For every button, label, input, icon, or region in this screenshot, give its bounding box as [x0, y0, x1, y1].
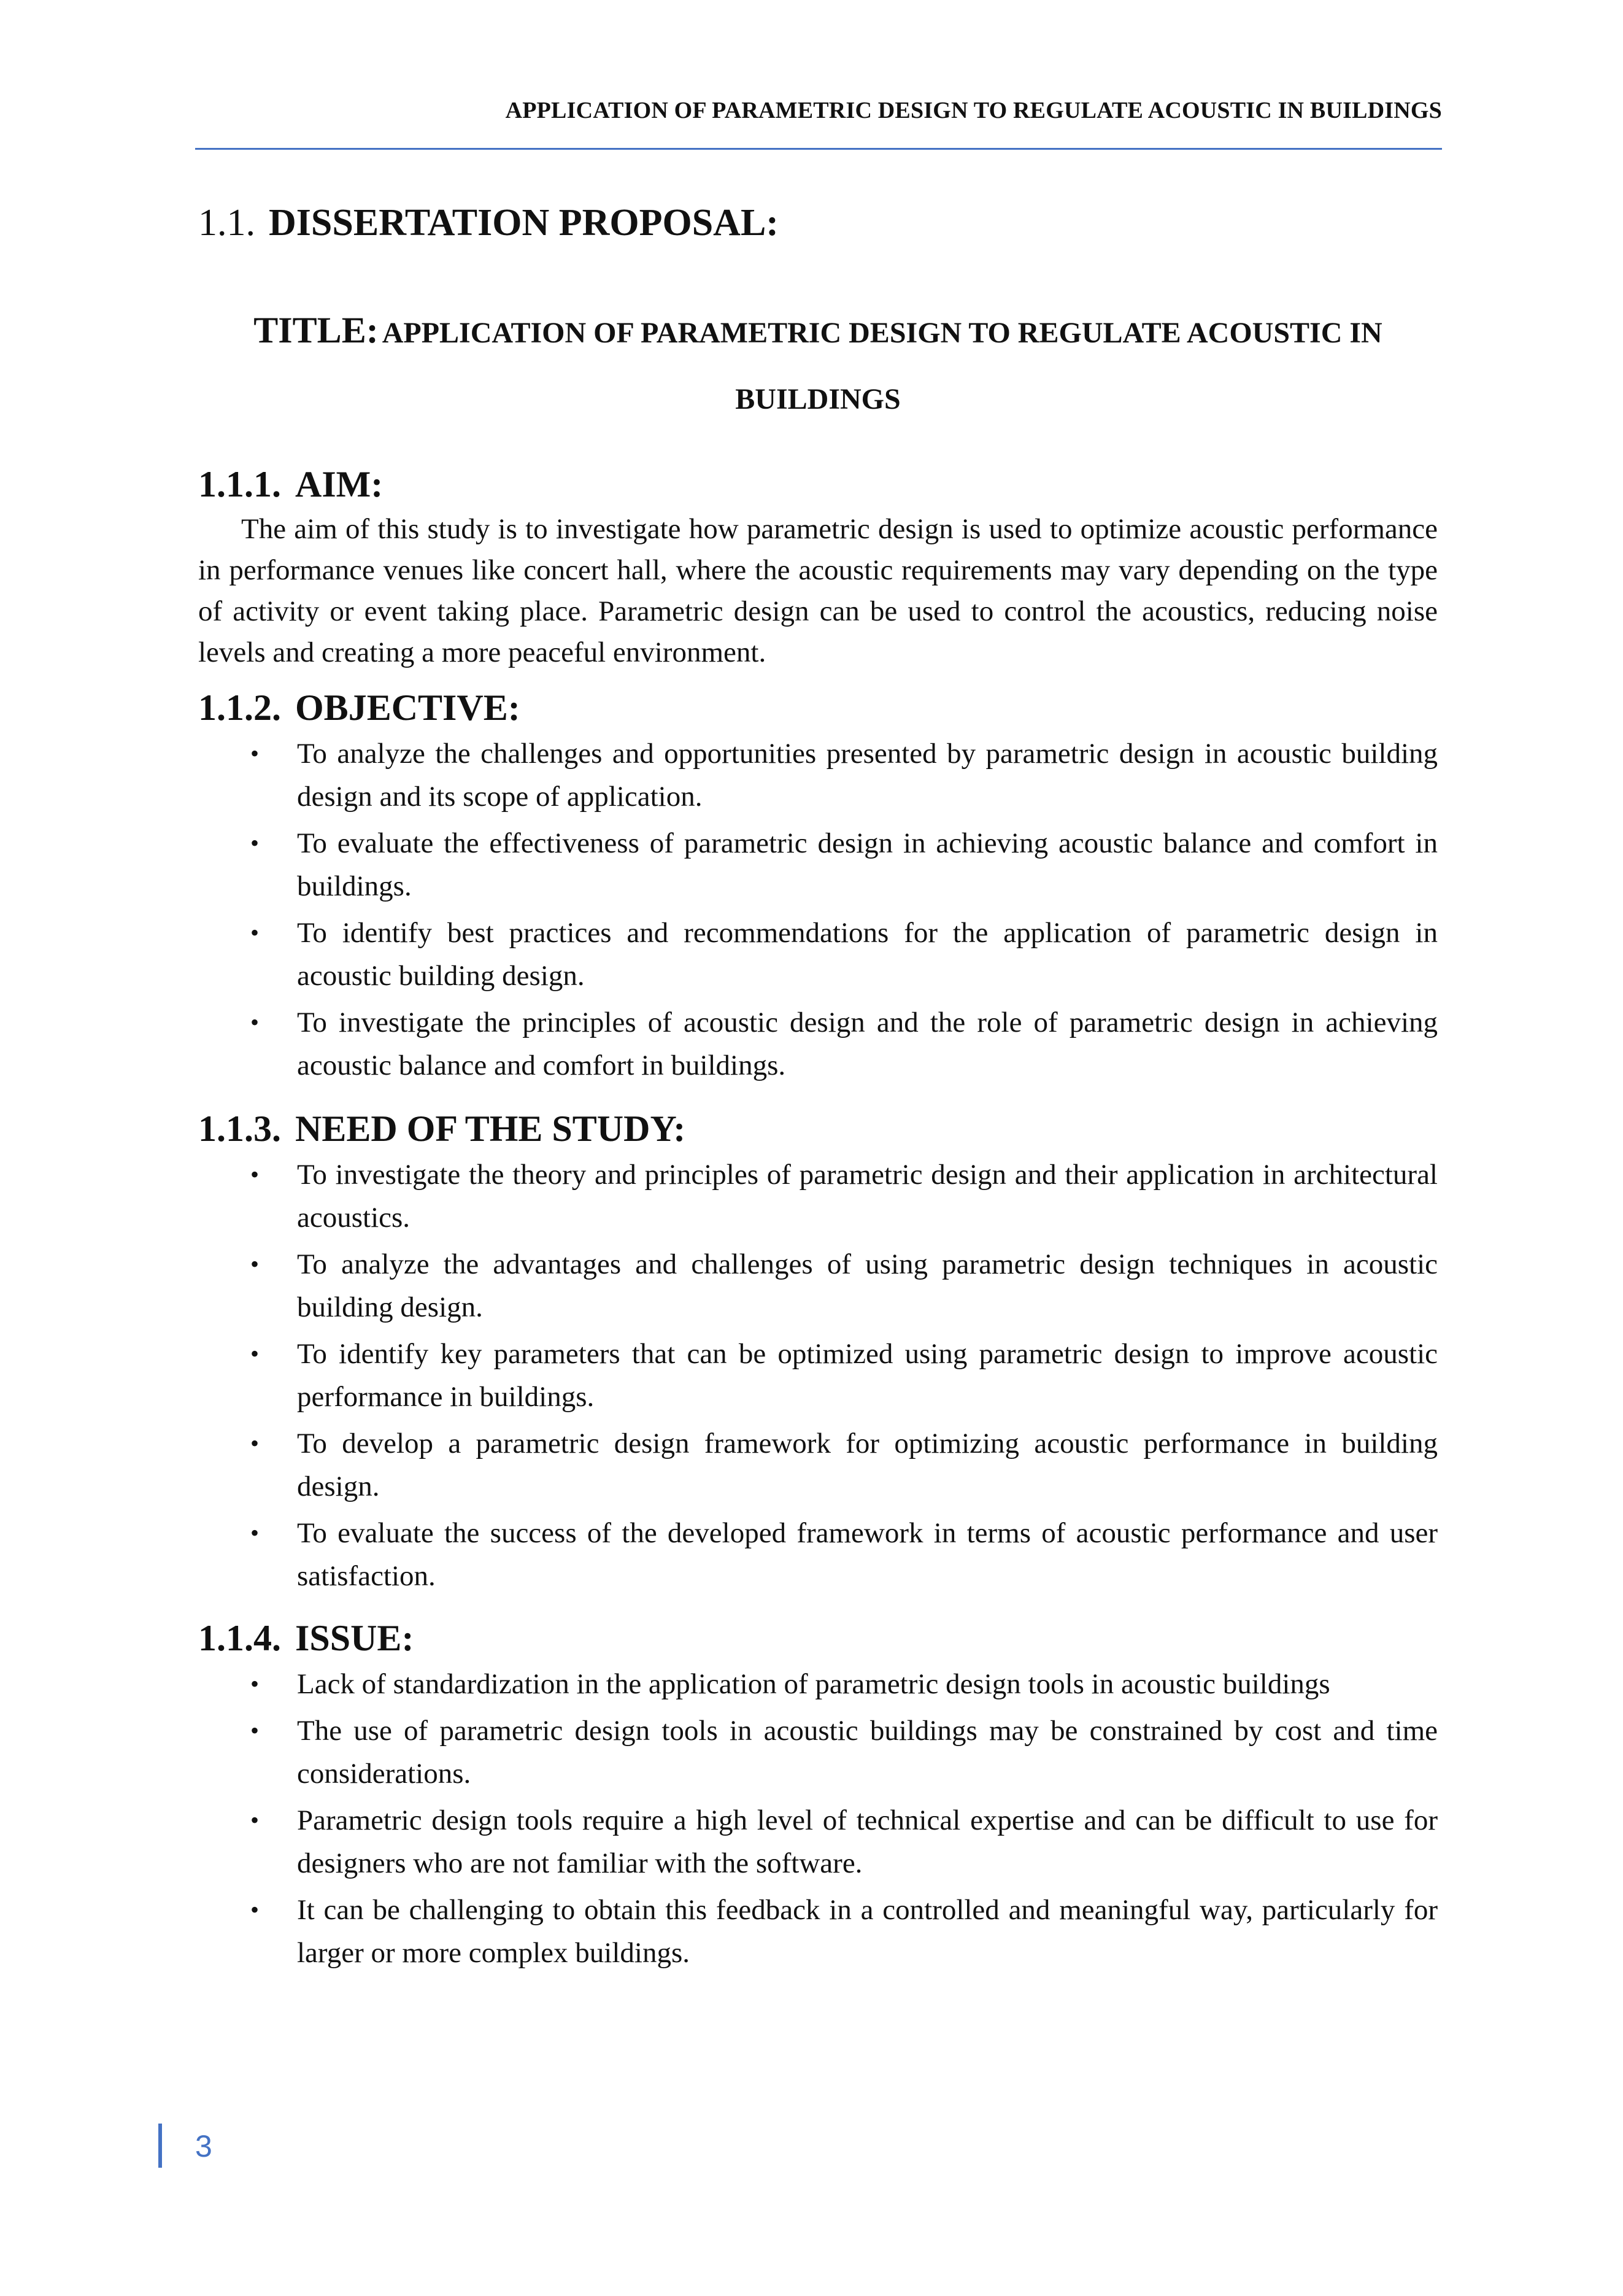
objective-heading [198, 683, 1438, 732]
list-item [198, 1512, 1438, 1598]
bullet-icon: • [250, 1717, 260, 1744]
objective-number: 1.1.2. [198, 687, 281, 728]
section-number: 1.1. [198, 202, 255, 244]
header-divider [195, 148, 1442, 150]
bullet-icon: • [250, 829, 260, 857]
document-title [198, 300, 1438, 435]
bullet-icon: • [250, 1008, 260, 1036]
document-title-text: APPLICATION OF PARAMETRIC DESIGN TO REGULATE ACOUSTIC IN BUILDINGS [382, 317, 1382, 416]
aim-label: AIM: [295, 464, 384, 504]
aim-number: 1.1.1. [198, 464, 281, 504]
need-of-study-list [198, 1153, 1438, 1598]
bullet-icon: • [250, 919, 260, 946]
page-number: 3 [195, 2129, 212, 2163]
bullet-icon: • [250, 1519, 260, 1547]
list-item-text: To investigate the theory and principles of parametric design and their application in architectural acoustics. [297, 1159, 1438, 1234]
list-item [198, 1001, 1438, 1087]
running-header: APPLICATION OF PARAMETRIC DESIGN TO REGULATE ACOUSTIC IN BUILDINGS [505, 98, 1442, 123]
document-title-prefix: TITLE: [253, 310, 379, 350]
bullet-icon: • [250, 740, 260, 767]
list-item-text: Lack of standardization in the application of parametric design tools in acoustic buildings [297, 1668, 1330, 1700]
list-item [198, 1153, 1438, 1239]
issue-list [198, 1663, 1438, 1974]
section-heading [198, 195, 1438, 250]
list-item [198, 1888, 1438, 1974]
aim-heading [198, 460, 1438, 509]
bullet-icon: • [250, 1806, 260, 1834]
bullet-icon: • [250, 1340, 260, 1367]
issue-number: 1.1.4. [198, 1618, 281, 1658]
list-item [198, 1799, 1438, 1885]
section-title: DISSERTATION PROPOSAL: [269, 202, 779, 244]
list-item [198, 732, 1438, 818]
list-item-text: To identify key parameters that can be optimized using parametric design to improve acoustic performance in buildings. [297, 1338, 1438, 1413]
page-content [198, 195, 1438, 1978]
bullet-icon: • [250, 1161, 260, 1188]
list-item-text: The use of parametric design tools in acoustic buildings may be constrained by cost and time considerations. [297, 1715, 1438, 1790]
list-item [198, 911, 1438, 997]
list-item-text: To investigate the principles of acoustic design and the role of parametric design in achieving acoustic balance and comfort in buildings. [297, 1007, 1438, 1081]
bullet-icon: • [250, 1896, 260, 1923]
list-item-text: To evaluate the effectiveness of parametric design in achieving acoustic balance and comfort in buildings. [297, 827, 1438, 902]
need-of-study-heading [198, 1104, 1438, 1153]
objective-list [198, 732, 1438, 1087]
need-of-study-label: NEED OF THE STUDY: [295, 1108, 686, 1149]
objective-label: OBJECTIVE: [295, 687, 520, 728]
list-item [198, 1422, 1438, 1508]
aim-paragraph: The aim of this study is to investigate how parametric design is used to optimize acoustic performance in performance venues like concert hall, where the acoustic requirements may vary depending on the type of activity or event taking place. Parametric design can be used to control the acoustics, reducing noise levels and creating a more peaceful environment. [198, 513, 1438, 668]
list-item [198, 1663, 1438, 1706]
list-item [198, 1332, 1438, 1418]
bullet-icon: • [250, 1429, 260, 1457]
list-item-text: To identify best practices and recommendations for the application of parametric design in acoustic building design. [297, 917, 1438, 992]
list-item [198, 822, 1438, 908]
list-item-text: Parametric design tools require a high level of technical expertise and can be difficult to use for designers who are not familiar with the software. [297, 1804, 1438, 1879]
bullet-icon: • [250, 1250, 260, 1278]
list-item-text: It can be challenging to obtain this feedback in a controlled and meaningful way, particularly for larger or more complex buildings. [297, 1894, 1438, 1969]
list-item-text: To evaluate the success of the developed framework in terms of acoustic performance and user satisfaction. [297, 1517, 1438, 1592]
issue-heading [198, 1614, 1438, 1663]
bullet-icon: • [250, 1670, 260, 1698]
need-of-study-number: 1.1.3. [198, 1108, 281, 1149]
list-item-text: To analyze the challenges and opportunities presented by parametric design in acoustic building design and its scope of application. [297, 738, 1438, 813]
issue-label: ISSUE: [295, 1618, 414, 1658]
page-number-accent-bar [158, 2124, 162, 2168]
list-item [198, 1709, 1438, 1795]
list-item-text: To develop a parametric design framework for optimizing acoustic performance in building design. [297, 1428, 1438, 1502]
list-item [198, 1243, 1438, 1329]
list-item-text: To analyze the advantages and challenges of using parametric design techniques in acoustic building design. [297, 1248, 1438, 1323]
